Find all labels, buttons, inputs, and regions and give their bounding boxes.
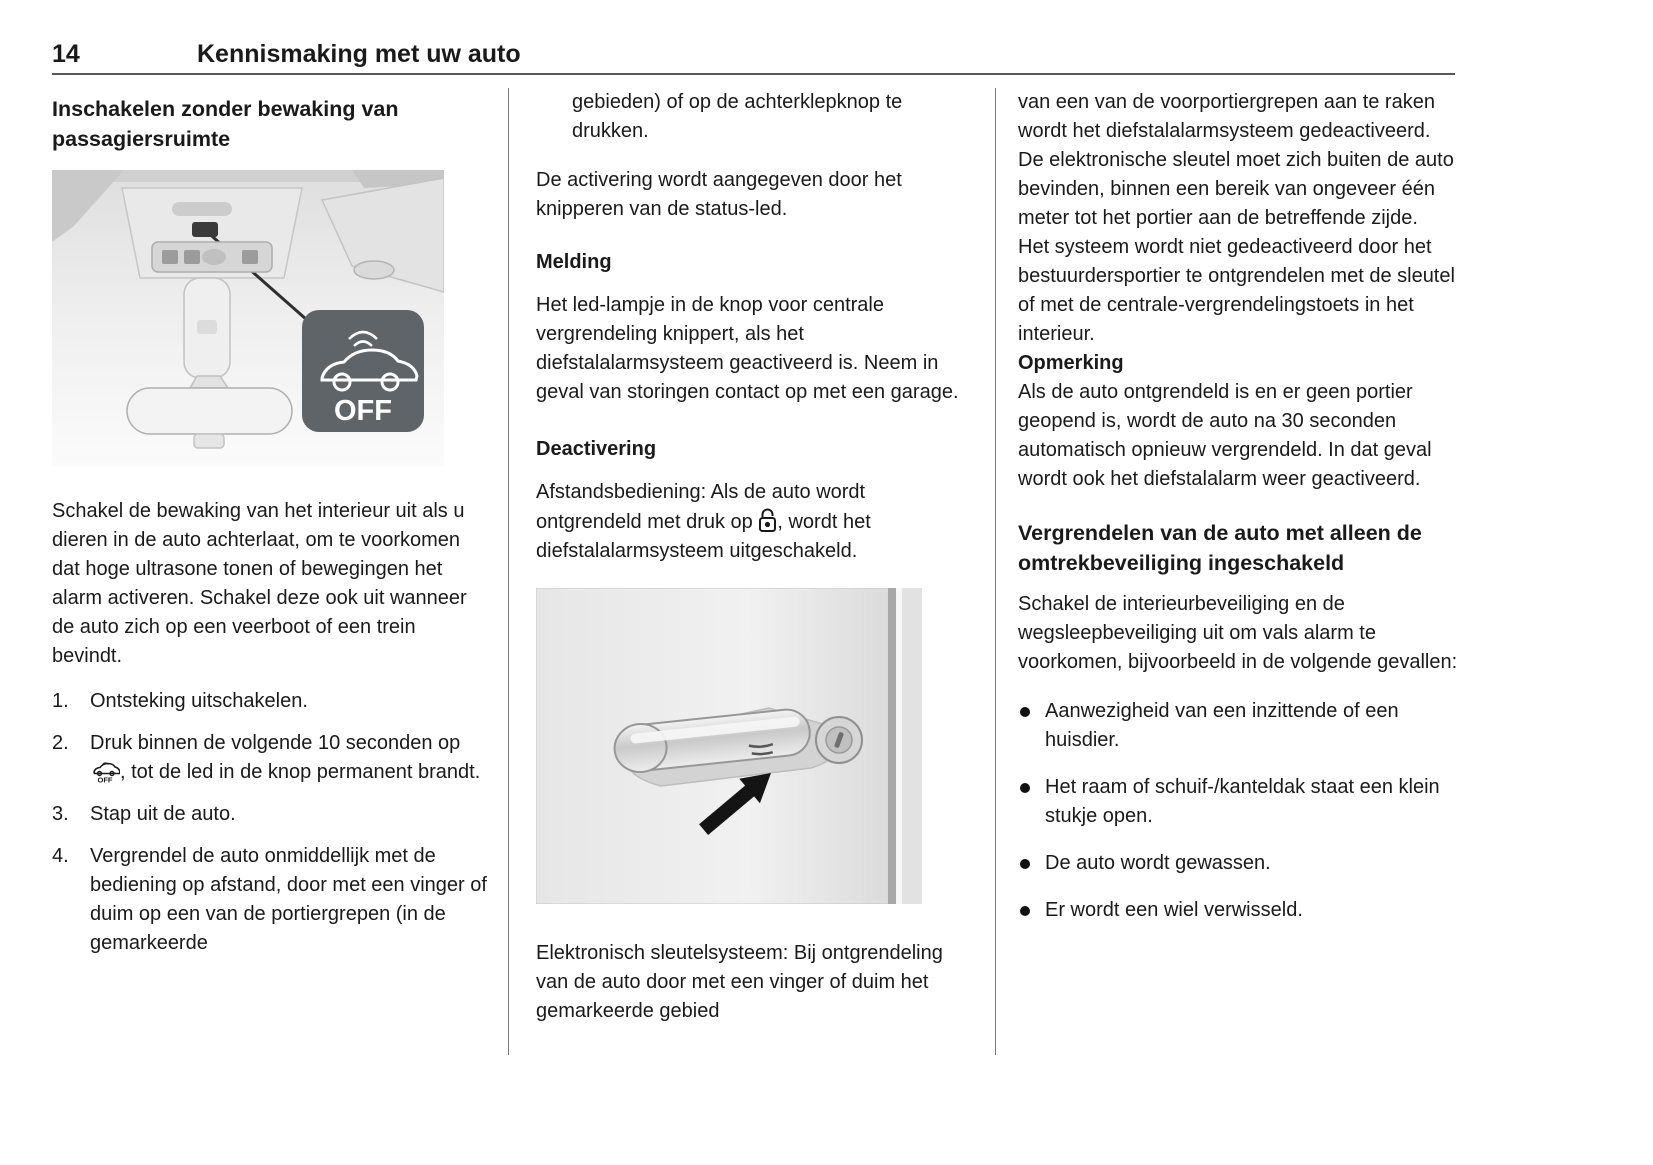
paragraph: Het systeem wordt niet gedeactiveerd door het bestuurdersportier te ontgrendelen met de sleutel of met de centrale-vergrendelingstoets in het interieur. [1018,236,1455,345]
subheading: Opmerking [1018,352,1124,374]
paragraph: Schakel de bewaking van het interieur uit als u dieren in de auto achterlaat, om te voorkomen dat hoge ultrasone tonen of bewegingen het alarm activeren. Schakel deze ook uit wanneer de auto zich op een veerboot of een trein bevindt. [52,500,467,667]
paragraph: Elektronisch sleutelsysteem: Bij ontgrendeling van de auto door met een vinger of duim het gemarkeerde gebied [536,942,943,1022]
paragraph: Als de auto ontgrendeld is en er geen portier geopend is, wordt de auto na 30 seconden automatisch opnieuw vergrendeld. In dat geval wordt ook het diefstalalarm weer geactiveerd. [1018,381,1432,490]
bullet-icon [1020,783,1030,793]
svg-text:OFF: OFF [97,775,113,783]
page-number: 14 [52,40,80,68]
unlock-icon [758,507,777,533]
list-item: Aanwezigheid van een inzittende of een huisdier. [1018,697,1458,755]
roof-console-illustration [52,170,444,466]
door-handle-illustration [536,588,922,904]
header-rule [52,73,1455,75]
paragraph: Het led-lampje in de knop voor centrale vergrendeling knippert, als het diefstalalarmsysteem geactiveerd is. Neem in geval van storingen contact op met een garage. [536,294,959,403]
rearview-mirror [127,388,292,434]
door-handle-figure [536,588,972,913]
column-divider [995,88,996,1055]
car-off-badge [302,310,424,432]
subheading: Deactivering [536,438,657,460]
paragraph: Afstandsbediening: Als de auto wordt ontgrendeld met druk op , wordt het diefstalalarmsysteem uitgeschakeld. [536,481,871,562]
paragraph: De activering wordt aangegeven door het knipperen van de status-led. [536,169,902,220]
car-off-icon [90,760,120,783]
list-item: Het raam of schuif-/kanteldak staat een klein stukje open. [1018,773,1458,831]
list-item: De auto wordt gewassen. [1018,849,1458,878]
column-2 [536,88,972,1042]
list-item: 2. Druk binnen de volgende 10 seconden op OFF , tot de led in de knop permanent brandt. [52,732,481,783]
paragraph: gebieden) of op de achterklepknop te drukken. [572,91,903,142]
subheading: Melding [536,251,612,273]
column-divider [508,88,509,1055]
paragraph: van een van de voorportiergrepen aan te raken wordt het diefstalalarmsysteem gedeactiveerd. [1018,91,1435,142]
column-1 [52,88,488,971]
list-item: 3. Stap uit de auto. [52,803,236,825]
column-3 [1018,88,1458,943]
section-heading: Inschakelen zonder bewaking van passagiersruimte [52,97,399,151]
chapter-title: Kennismaking met uw auto [197,40,521,68]
list-item: Er wordt een wiel verwisseld. [1018,896,1458,925]
interior-monitoring-button [192,222,218,237]
list-item: 1. Ontsteking uitschakelen. [52,690,308,712]
paragraph: De elektronische sleutel moet zich buiten de auto bevinden, binnen een bereik van ongeveer één meter tot het portier aan de betreffende zijde. [1018,149,1454,229]
lock-cylinder [816,717,862,763]
section-heading: Vergrendelen van de auto met alleen de omtrekbeveiliging ingeschakeld [1018,521,1422,575]
paragraph: Schakel de interieurbeveiliging en de wegsleepbeveiliging uit om vals alarm te voorkomen, bijvoorbeeld in de volgende gevallen: [1018,593,1458,673]
roof-console-figure [52,170,488,475]
grab-handle [354,261,394,279]
list-item: 4. Vergrendel de auto onmiddellijk met de bediening op afstand, door met een vinger of duim op een van de portiergrepen (in de gemarkeerde [52,845,487,954]
badge-off-label: OFF [334,395,392,427]
bullet-icon [1020,707,1030,717]
bullet-icon [1020,906,1030,916]
bullet-icon [1020,859,1030,869]
